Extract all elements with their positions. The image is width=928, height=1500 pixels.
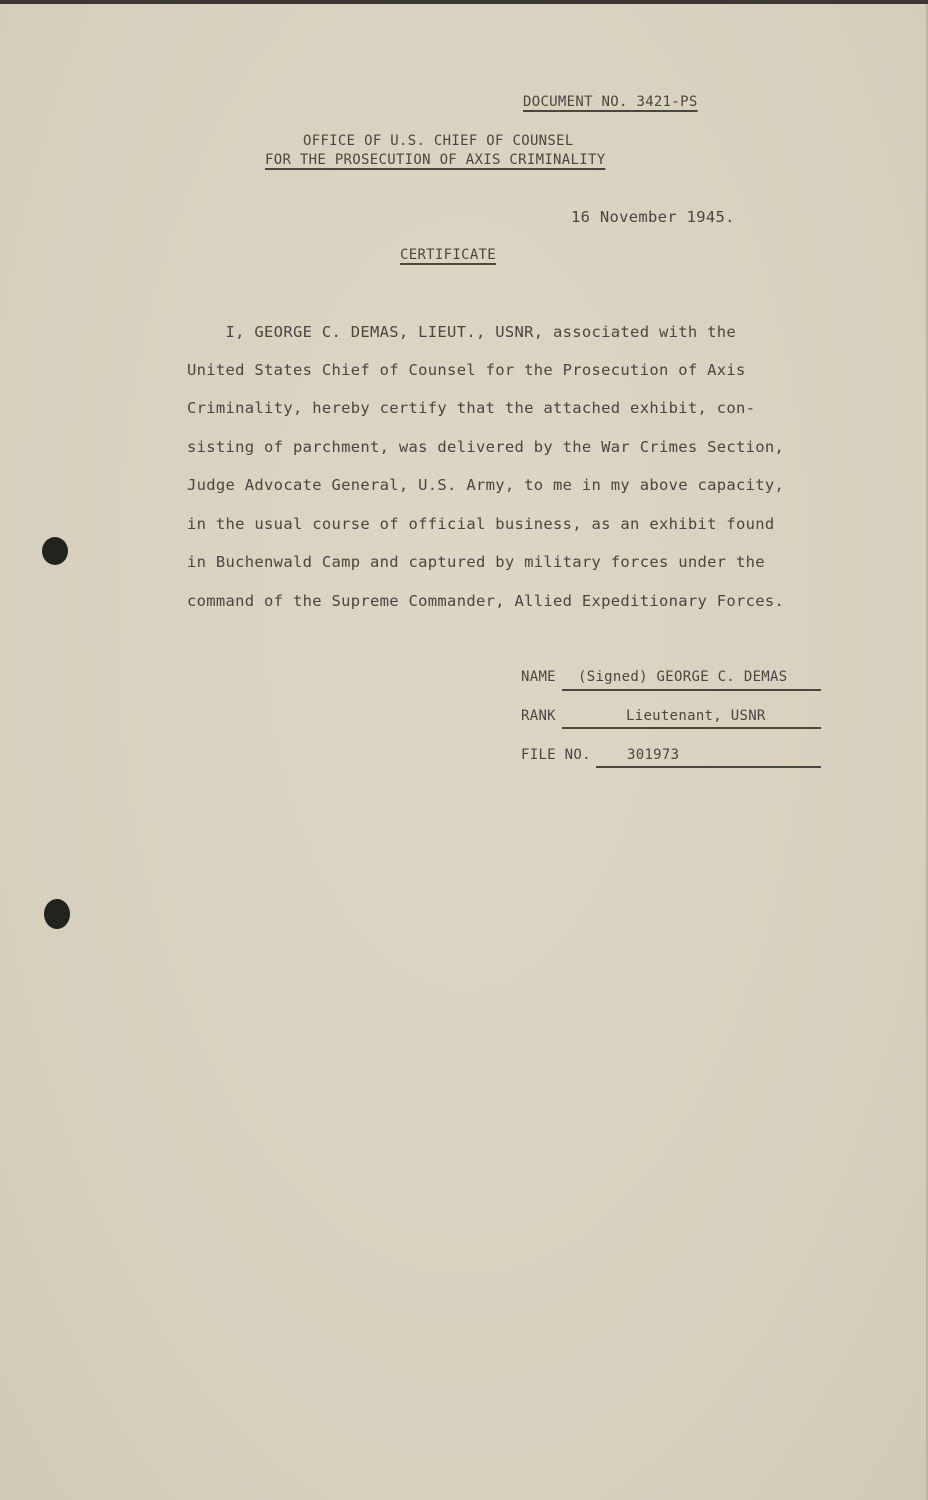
rank-label: RANK <box>521 708 556 724</box>
rank-value: Lieutenant, USNR <box>626 708 766 724</box>
body-line: command of the Supreme Commander, Allied Expeditionary Forces. <box>187 592 785 610</box>
body-line: Judge Advocate General, U.S. Army, to me in my above capacity, <box>187 476 785 494</box>
document-date: 16 November 1945. <box>571 208 735 226</box>
body-line: in the usual course of official business, as an exhibit found <box>187 515 775 533</box>
office-header-line-1: OFFICE OF U.S. CHIEF OF COUNSEL <box>303 133 574 149</box>
body-line: in Buchenwald Camp and captured by military forces under the <box>187 553 765 571</box>
document-page <box>0 4 928 1500</box>
body-line: I, GEORGE C. DEMAS, LIEUT., USNR, associated with the <box>187 323 737 341</box>
body-line: Criminality, hereby certify that the attached exhibit, con- <box>187 399 756 417</box>
file-number-underline <box>596 766 821 768</box>
file-number-value: 301973 <box>627 747 680 763</box>
office-header-line-2: FOR THE PROSECUTION OF AXIS CRIMINALITY <box>265 152 606 168</box>
file-number-label: FILE NO. <box>521 747 591 763</box>
punch-hole-lower <box>44 899 70 929</box>
punch-hole-upper <box>42 537 68 565</box>
rank-underline <box>562 727 821 729</box>
document-number: DOCUMENT NO. 3421-PS <box>523 94 698 110</box>
name-underline <box>562 689 821 691</box>
body-line: sisting of parchment, was delivered by the War Crimes Section, <box>187 438 785 456</box>
name-value: (Signed) GEORGE C. DEMAS <box>578 669 788 685</box>
document-title: CERTIFICATE <box>400 247 497 263</box>
name-label: NAME <box>521 669 556 685</box>
body-line: United States Chief of Counsel for the Prosecution of Axis <box>187 361 746 379</box>
